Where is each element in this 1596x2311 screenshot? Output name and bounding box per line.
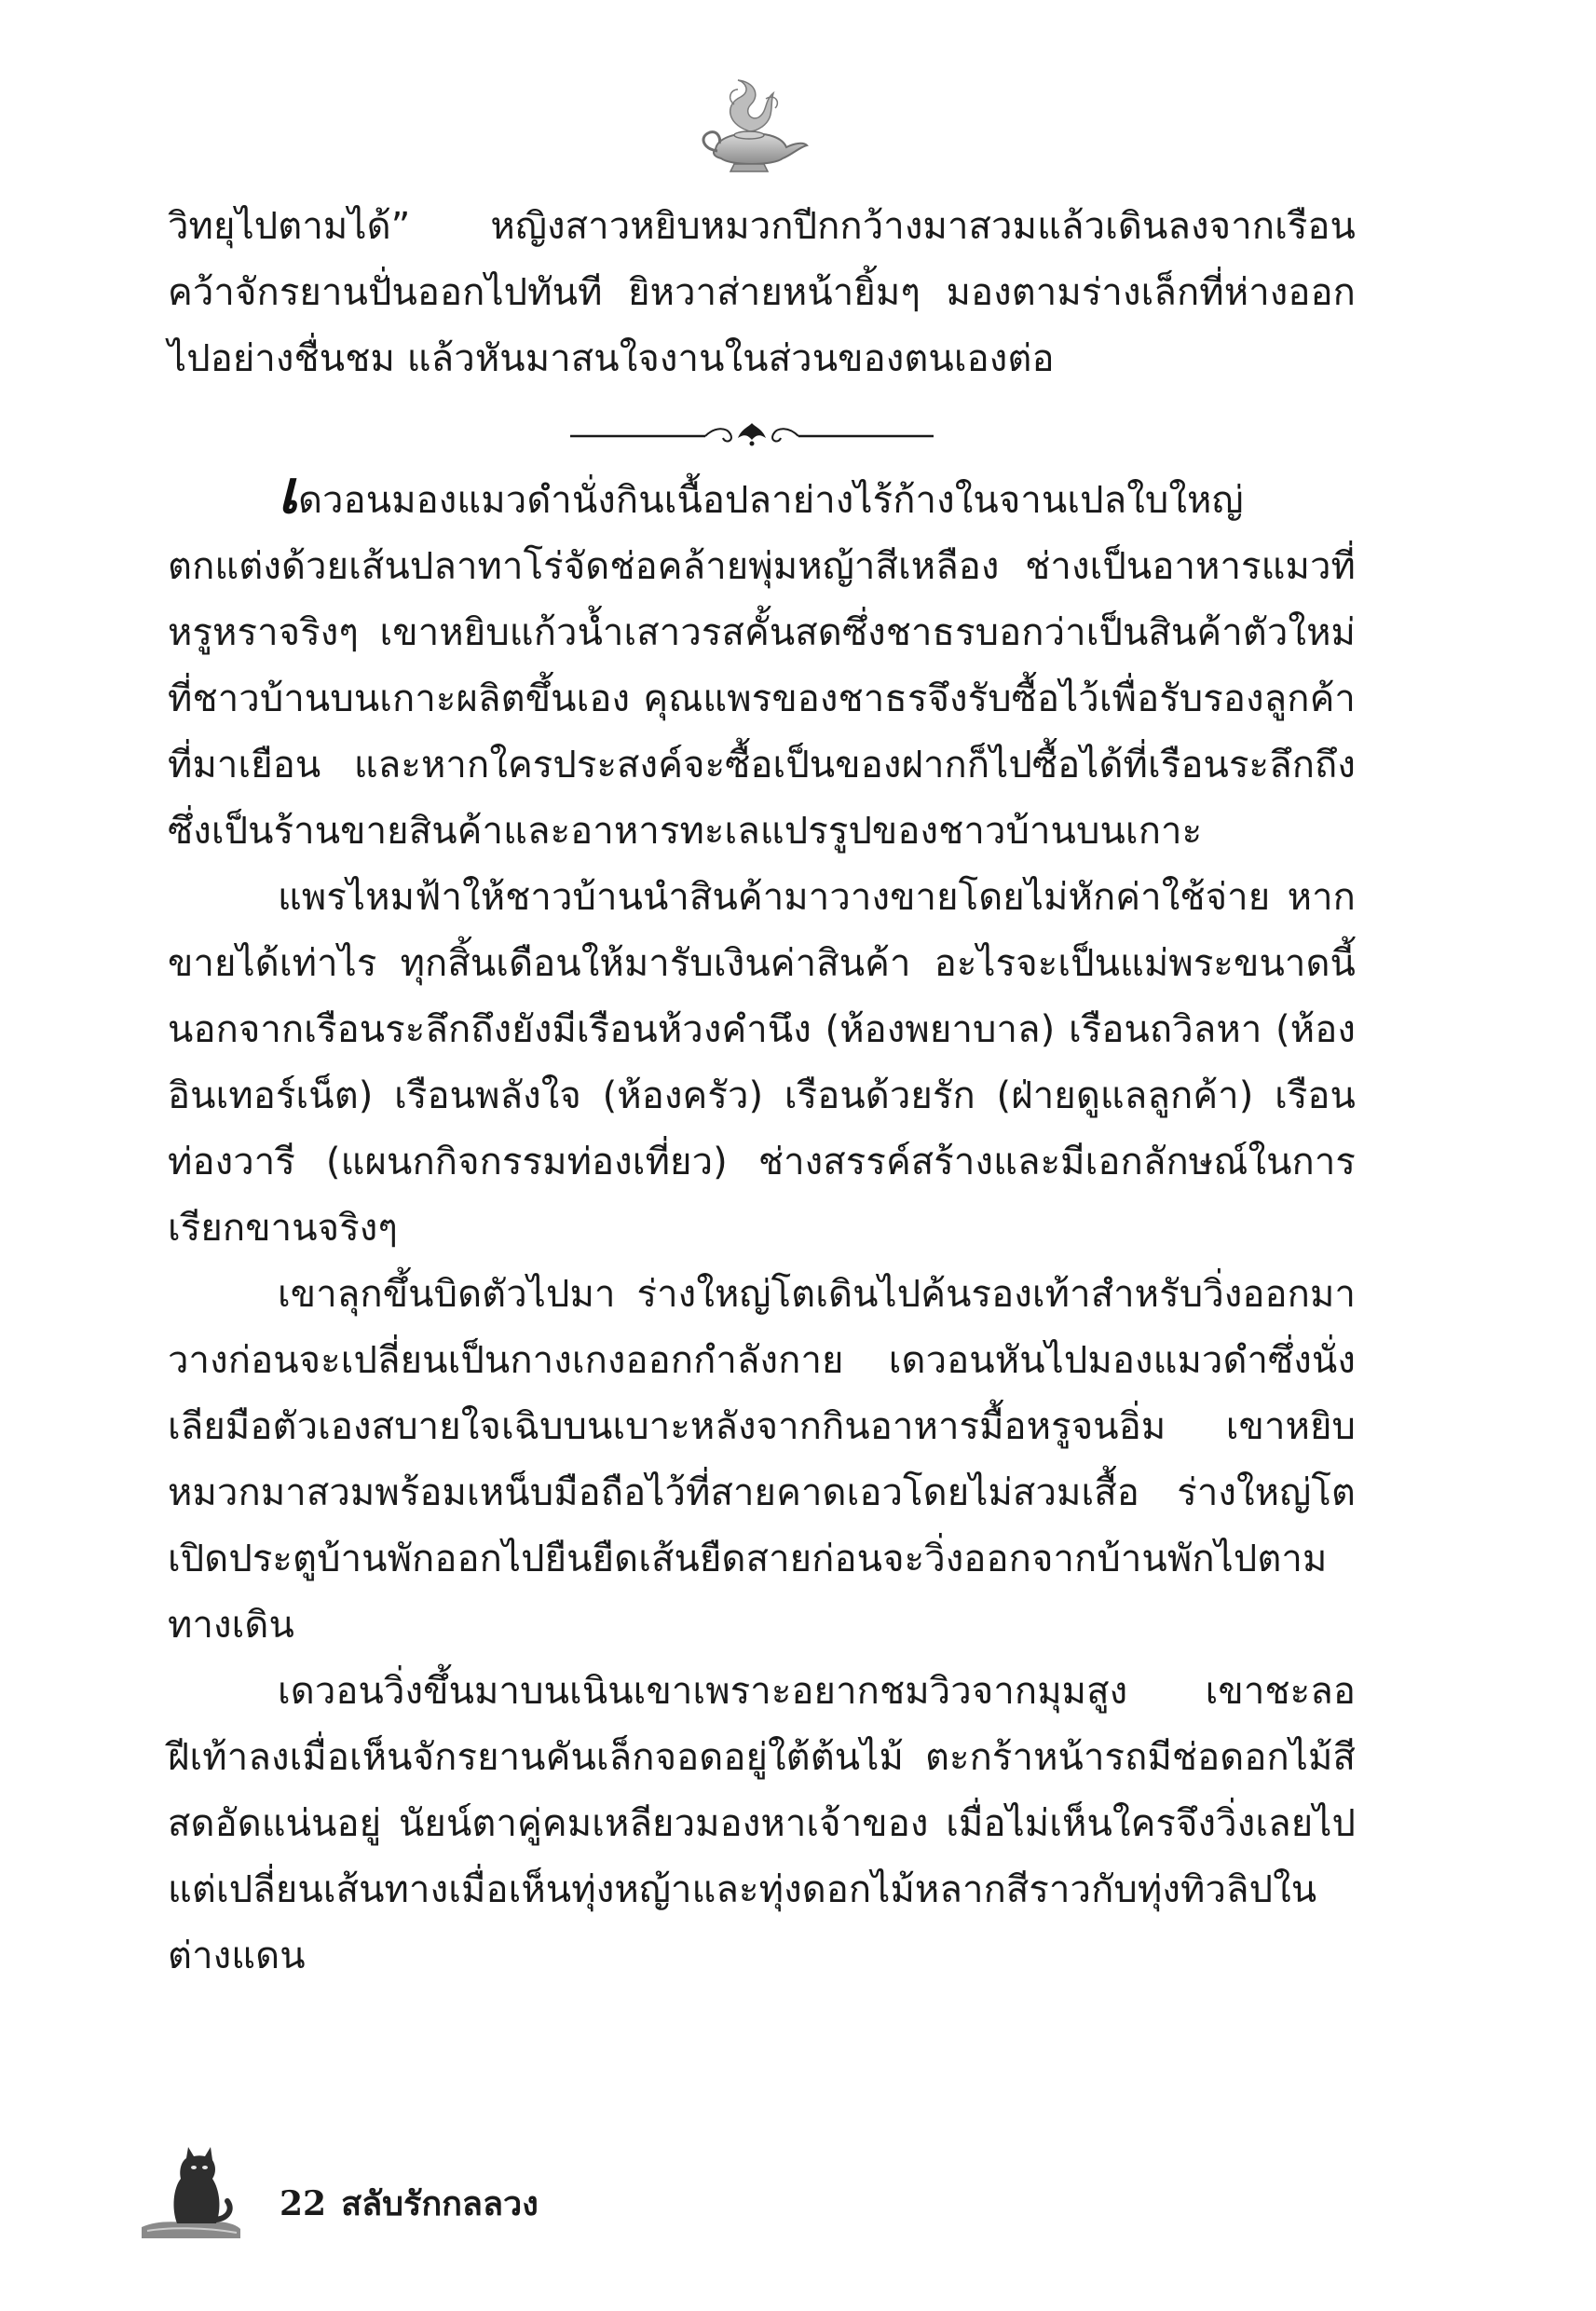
main-text-block: [168, 458, 1356, 1990]
book-title: สลับรักกลลวง: [341, 2184, 539, 2223]
paragraph-2: เขาลุกขึ้นบิดตัวไปมา ร่างใหญ่โตเดินไปค้นรองเท้าสำหรับวิ่งออกมาวางก่อนจะเปลี่ยนเป็นกางเกงออกกำลังกาย เดวอนหันไปมองแมวดำซึ่งนั่งเลียมือตัวเองสบายใจเฉิบบนเบาะหลังจากกินอาหารมื้อหรูจนอิ่ม เขาหยิบหมวกมาสวมพร้อมเหน็บมือถือไว้ที่สายคาดเอวโดยไม่สวมเสื้อ ร่างใหญ่โตเปิดประตูบ้านพักออกไปยืนยืดเส้นยืดสายก่อนจะวิ่งออกจากบ้านพักไปตามทางเดิน: [168, 1273, 1356, 1647]
paragraph-1: แพรไหมฟ้าให้ชาวบ้านนำสินค้ามาวางขายโดยไม่หักค่าใช้จ่าย หากขายได้เท่าไร ทุกสิ้นเดือนให้มารับเงินค่าสินค้า อะไรจะเป็นแม่พระขนาดนี้ นอกจากเรือนระลึกถึงยังมีเรือนห้วงคำนึง (ห้องพยาบาล) เรือนถวิลหา (ห้องอินเทอร์เน็ต) เรือนพลังใจ (ห้องครัว) เรือนด้วยรัก (ฝ่ายดูแลลูกค้า) เรือนท่องวารี (แผนกกิจกรรมท่องเที่ยว) ช่างสรรค์สร้างและมีเอกลักษณ์ในการเรียกขานจริงๆ: [168, 876, 1356, 1250]
flourish-divider-icon: [570, 417, 934, 455]
cat-icon: [140, 2134, 242, 2238]
genie-lamp-icon: [689, 76, 811, 181]
paragraph-3: เดวอนวิ่งขึ้นมาบนเนินเขาเพราะอยากชมวิวจากมุมสูง เขาชะลอฝีเท้าลงเมื่อเห็นจักรยานคันเล็กจอดอยู่ใต้ต้นไม้ ตะกร้าหน้ารถมีช่อดอกไม้สีสดอัดแน่นอยู่ นัยน์ตาคู่คมเหลียวมองหาเจ้าของ เมื่อไม่เห็นใครจึงวิ่งเลยไป แต่เปลี่ยนเส้นทางเมื่อเห็นทุ่งหญ้าและทุ่งดอกไม้หลากสีราวกับทุ่งทิวลิปในต่างแดน: [168, 1670, 1356, 1977]
paragraph-continuation: วิทยุไปตามได้” หญิงสาวหยิบหมวกปีกกว้างมาสวมแล้วเดินลงจากเรือน คว้าจักรยานปั่นออกไปทันที ยิหวาส่ายหน้ายิ้มๆ มองตามร่างเล็กที่ห่างออกไปอย่างชื่นชม แล้วหันมาสนใจงานในส่วนของตนเองต่อ: [168, 205, 1356, 380]
footer-label: [280, 2177, 539, 2230]
page-footer: [140, 2134, 792, 2246]
page-number: 22: [280, 2184, 327, 2223]
paragraph-section-start: [168, 458, 1356, 865]
top-text-block: [168, 194, 1356, 392]
drop-cap: เ: [278, 458, 298, 527]
paragraph-section-start-text: ดวอนมองแมวดำนั่งกินเนื้อปลาย่างไร้ก้างในจานเปลใบใหญ่ ตกแต่งด้วยเส้นปลาทาโร่จัดช่อคล้ายพุ่มหญ้าสีเหลือง ช่างเป็นอาหารแมวที่หรูหราจริงๆ เขาหยิบแก้วน้ำเสาวรสคั้นสดซึ่งชาธรบอกว่าเป็นสินค้าตัวใหม่ที่ชาวบ้านบนเกาะผลิตขึ้นเอง คุณแพรของชาธรจึงรับซื้อไว้เพื่อรับรองลูกค้าที่มาเยือน และหากใครประสงค์จะซื้อเป็นของฝากก็ไปซื้อได้ที่เรือนระลึกถึง ซึ่งเป็นร้านขายสินค้าและอาหารทะเลแปรรูปของชาวบ้านบนเกาะ: [168, 479, 1356, 853]
